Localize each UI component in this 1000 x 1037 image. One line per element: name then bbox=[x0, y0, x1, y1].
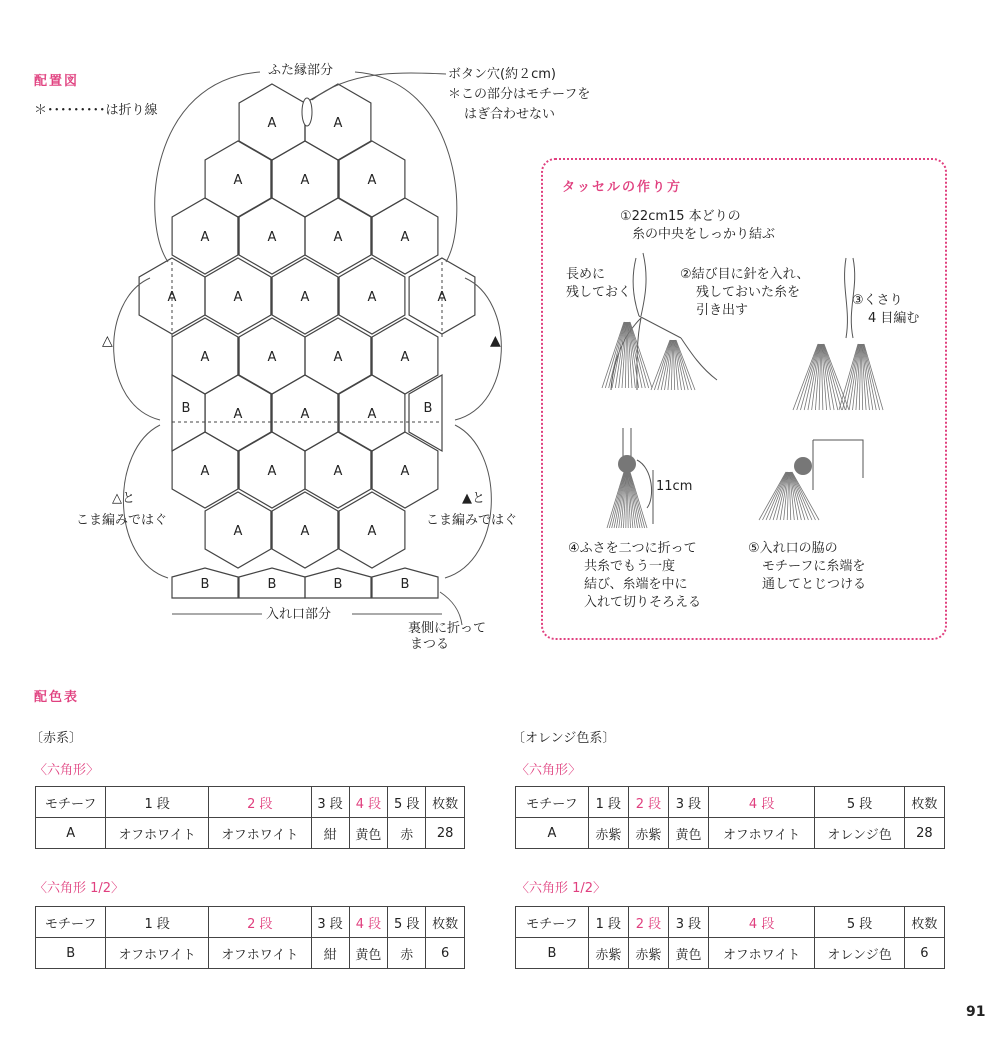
red-half-table bbox=[35, 906, 465, 969]
table-cell: 6 bbox=[426, 938, 465, 969]
header-cell: 3 段 bbox=[311, 907, 349, 938]
page-number: 91 bbox=[966, 1004, 986, 1020]
orange-half-label: 〈六角形 1/2〉 bbox=[516, 881, 607, 896]
motif-label: A bbox=[233, 173, 243, 188]
tassel-step1: ①22cm15 本どりの bbox=[620, 209, 741, 224]
header-cell: 1 段 bbox=[106, 907, 209, 938]
tassel-strand bbox=[629, 472, 642, 528]
table-cell: 28 bbox=[426, 818, 465, 849]
table-cell: オレンジ色 bbox=[815, 818, 905, 849]
tassel-title: タッセルの作り方 bbox=[562, 180, 683, 195]
table-cell: オフホワイト bbox=[709, 818, 815, 849]
motif-label: A bbox=[333, 230, 343, 245]
red-hex-table bbox=[35, 786, 465, 849]
motif-label: A bbox=[367, 173, 377, 188]
table-cell: オフホワイト bbox=[709, 938, 815, 969]
no-join-note-2: はぎ合わせない bbox=[464, 107, 556, 122]
tassel-step2: ②結び目に針を入れ、 bbox=[680, 267, 810, 282]
header-cell: 4 段 bbox=[349, 907, 388, 938]
orange-hex-label: 〈六角形〉 bbox=[516, 763, 582, 778]
motif-label: A bbox=[200, 230, 210, 245]
tassel-bundle-left bbox=[602, 322, 695, 390]
red-hex-label: 〈六角形〉 bbox=[34, 763, 100, 778]
header-cell: 1 段 bbox=[106, 787, 209, 818]
tassel-step3-line2: 4 目編む bbox=[868, 311, 920, 326]
tassel-strand bbox=[629, 322, 642, 388]
motif-label: A bbox=[333, 116, 343, 131]
tassel-strand bbox=[823, 344, 838, 410]
motif-label: A bbox=[267, 464, 277, 479]
layout-title: 配置図 bbox=[34, 74, 80, 89]
table-cell: オフホワイト bbox=[208, 938, 311, 969]
tassel-step4-line3: 結び、糸端を中に bbox=[584, 577, 688, 592]
motif-label: A bbox=[333, 464, 343, 479]
red-scheme-label: 〔赤系〕 bbox=[30, 731, 83, 746]
header-cell: 2 段 bbox=[208, 907, 311, 938]
motif-label: A bbox=[400, 350, 410, 365]
tassel-length-label: 11cm bbox=[656, 479, 693, 494]
table-cell: B bbox=[36, 938, 106, 969]
header-cell: 5 段 bbox=[388, 907, 426, 938]
red-half-label: 〈六角形 1/2〉 bbox=[34, 881, 125, 896]
tassel-step2-line3: 引き出す bbox=[696, 303, 749, 318]
table-cell: オフホワイト bbox=[208, 818, 311, 849]
right-marker: ▲ bbox=[490, 333, 501, 349]
opening-label: 入れ口部分 bbox=[266, 607, 332, 622]
motif-label: B bbox=[267, 577, 277, 592]
tassel-bundle-step4 bbox=[607, 472, 647, 528]
header-cell: モチーフ bbox=[516, 907, 589, 938]
tassel-strand bbox=[793, 344, 818, 410]
tassel-strand bbox=[651, 340, 670, 390]
tassel-bundle-right bbox=[793, 344, 883, 410]
motif-label: A bbox=[233, 290, 243, 305]
tassel-strand bbox=[792, 472, 816, 520]
table-cell: 赤 bbox=[388, 938, 426, 969]
table-cell: 赤紫 bbox=[588, 818, 628, 849]
table-cell: 28 bbox=[904, 818, 944, 849]
header-cell: 1 段 bbox=[588, 787, 628, 818]
motif-label: A bbox=[300, 173, 310, 188]
motif-label: A bbox=[200, 464, 210, 479]
motif-label: B bbox=[423, 401, 433, 416]
header-cell: モチーフ bbox=[36, 787, 106, 818]
header-cell: 枚数 bbox=[426, 787, 465, 818]
header-cell: 2 段 bbox=[628, 907, 668, 938]
header-cell: 4 段 bbox=[709, 787, 815, 818]
leave-long-label-2: 残しておく bbox=[566, 285, 632, 300]
fold-back-label: 裏側に折って bbox=[408, 621, 487, 636]
color-chart-title: 配色表 bbox=[34, 690, 80, 705]
tassel-step1-line2: 糸の中央をしっかり結ぶ bbox=[632, 227, 776, 242]
table-cell: 6 bbox=[904, 938, 944, 969]
header-cell: モチーフ bbox=[36, 907, 106, 938]
tassel-strand bbox=[791, 472, 805, 520]
motif-label: A bbox=[267, 230, 277, 245]
motif-label: A bbox=[300, 524, 310, 539]
table-cell: オフホワイト bbox=[106, 818, 209, 849]
motif-label: A bbox=[400, 464, 410, 479]
header-cell: 4 段 bbox=[349, 787, 388, 818]
header-cell: 2 段 bbox=[628, 787, 668, 818]
motif-label: A bbox=[437, 290, 447, 305]
right-join-label: ▲と bbox=[462, 491, 485, 506]
orange-hex-table bbox=[515, 786, 945, 849]
hexagon-grid bbox=[139, 84, 475, 568]
motif-label: B bbox=[200, 577, 210, 592]
motif-label: B bbox=[400, 577, 410, 592]
fold-line-legend: ＊･････････は折り線 bbox=[34, 103, 158, 118]
header-cell: 枚数 bbox=[426, 907, 465, 938]
tassel-strand bbox=[839, 344, 858, 410]
table-cell: 紺 bbox=[311, 938, 349, 969]
button-hole bbox=[302, 98, 312, 126]
tassel-strand bbox=[773, 472, 787, 520]
tassel-step5-line3: 通してとじつける bbox=[762, 577, 867, 592]
table-cell: A bbox=[36, 818, 106, 849]
half-hexagon-row bbox=[172, 568, 438, 598]
no-join-note: ＊この部分はモチーフを bbox=[448, 87, 591, 102]
orange-scheme-label: 〔オレンジ色系〕 bbox=[512, 731, 616, 746]
tassel-step4-line4: 入れて切りそろえる bbox=[584, 595, 702, 610]
right-join-label-2: こま編みではぐ bbox=[426, 513, 518, 528]
table-cell: オレンジ色 bbox=[815, 938, 905, 969]
table-cell: 黄色 bbox=[668, 938, 708, 969]
motif-label: A bbox=[267, 350, 277, 365]
motif-label: A bbox=[400, 230, 410, 245]
header-cell: 5 段 bbox=[815, 907, 905, 938]
left-join-label: △と bbox=[112, 491, 135, 506]
tassel-step5: ⑤入れ口の脇の bbox=[748, 541, 838, 556]
tassel-step5-line2: モチーフに糸端を bbox=[762, 559, 866, 574]
lid-edge-label: ふた縁部分 bbox=[268, 63, 334, 78]
header-cell: 5 段 bbox=[388, 787, 426, 818]
table-cell: 黄色 bbox=[349, 818, 388, 849]
tassel-step2-line2: 残しておいた糸を bbox=[696, 285, 801, 300]
motif-label: A bbox=[367, 524, 377, 539]
tassel-strand bbox=[824, 344, 849, 410]
table-cell: 赤紫 bbox=[628, 818, 668, 849]
header-cell: 3 段 bbox=[668, 907, 708, 938]
table-cell: 黄色 bbox=[349, 938, 388, 969]
header-cell: 2 段 bbox=[208, 787, 311, 818]
side-arc-left bbox=[114, 278, 160, 420]
tassel-strand bbox=[797, 344, 819, 410]
table-cell: A bbox=[516, 818, 589, 849]
motif-label: A bbox=[300, 407, 310, 422]
tassel-step3: ③くさり bbox=[852, 293, 903, 308]
header-cell: 枚数 bbox=[904, 787, 944, 818]
table-cell: オフホワイト bbox=[106, 938, 209, 969]
header-cell: 5 段 bbox=[815, 787, 905, 818]
button-hole-label: ボタン穴(約２cm) bbox=[448, 67, 556, 82]
left-join-label-2: こま編みではぐ bbox=[76, 513, 168, 528]
table-cell: 赤紫 bbox=[588, 938, 628, 969]
table-cell: 黄色 bbox=[668, 818, 708, 849]
motif-label: B bbox=[333, 577, 343, 592]
header-cell: 枚数 bbox=[904, 907, 944, 938]
tassel-step4-line2: 共糸でもう一度 bbox=[584, 559, 676, 574]
header-cell: 1 段 bbox=[588, 907, 628, 938]
orange-half-table bbox=[515, 906, 945, 969]
motif-label: A bbox=[233, 407, 243, 422]
motif-label: A bbox=[367, 290, 377, 305]
tassel-strand bbox=[612, 322, 625, 388]
tassel-step5-illustration bbox=[794, 440, 863, 490]
tassel-strand bbox=[804, 344, 819, 410]
motif-label: A bbox=[233, 524, 243, 539]
tassel-bundle-step5 bbox=[759, 472, 819, 520]
header-cell: 3 段 bbox=[668, 787, 708, 818]
header-cell: 3 段 bbox=[311, 787, 349, 818]
left-marker: △ bbox=[102, 333, 113, 349]
table-cell: 紺 bbox=[311, 818, 349, 849]
tassel-strand bbox=[605, 322, 624, 388]
motif-label: A bbox=[167, 290, 177, 305]
table-cell: 赤 bbox=[388, 818, 426, 849]
motif-label: A bbox=[300, 290, 310, 305]
tassel-strand bbox=[864, 344, 883, 410]
tassel-strand bbox=[612, 472, 625, 528]
motif-label: A bbox=[267, 116, 277, 131]
tassel-strand bbox=[766, 472, 787, 520]
motif-label: A bbox=[333, 350, 343, 365]
motif-label: A bbox=[200, 350, 210, 365]
table-cell: 赤紫 bbox=[628, 938, 668, 969]
fold-back-label-2: まつる bbox=[410, 637, 450, 652]
tassel-strand bbox=[676, 340, 695, 390]
header-cell: 4 段 bbox=[709, 907, 815, 938]
table-cell: B bbox=[516, 938, 589, 969]
leave-long-label: 長めに bbox=[566, 267, 606, 282]
tassel-strand bbox=[791, 472, 812, 520]
motif-label: B bbox=[181, 401, 191, 416]
tassel-step4: ④ふさを二つに折って bbox=[568, 541, 697, 556]
tassel-strand bbox=[763, 472, 787, 520]
motif-label: A bbox=[367, 407, 377, 422]
header-cell: モチーフ bbox=[516, 787, 589, 818]
